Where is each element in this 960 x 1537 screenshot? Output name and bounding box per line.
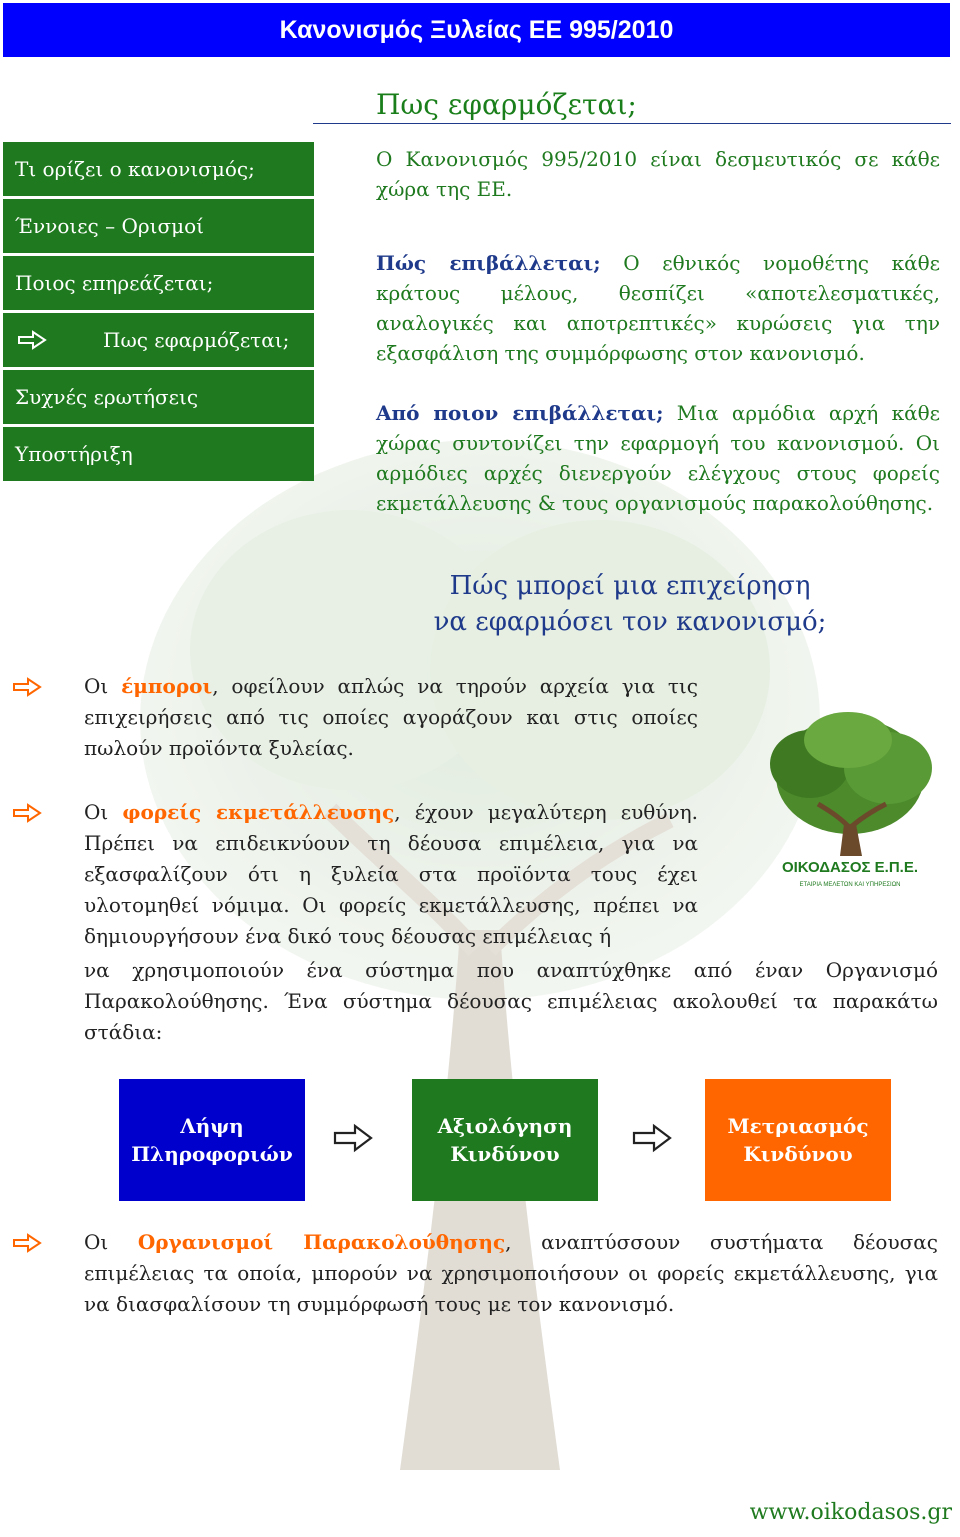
nav-item-how-applied[interactable] [3,313,314,367]
outline-arrow-right-icon [12,1233,42,1253]
step-label: Μετριασμός [727,1114,869,1138]
website-link[interactable]: www.oikodasos.gr [749,1500,952,1525]
outline-arrow-right-icon [12,677,42,697]
side-navigation [3,142,314,484]
step-label: Κινδύνου [450,1142,560,1166]
operators-bullet [84,797,698,952]
headline-line-2: να εφαρμόσει τον κανονισμό; [433,607,827,637]
page-banner [3,3,950,57]
step-label: Λήψη [180,1114,244,1138]
nav-item-support[interactable] [3,427,314,481]
nav-item-label: Υποστήριξη [15,442,133,466]
authority-paragraph [376,398,940,518]
step-box-mitigation [705,1079,891,1201]
outline-arrow-right-icon [12,803,42,823]
oikodasos-logo [748,706,952,902]
monitoring-bullet [84,1227,938,1320]
nav-item-label: Ποιος επηρεάζεται; [15,271,214,295]
monitoring-highlight: Οργανισμοί Παρακολούθησης [137,1230,506,1254]
business-headline [380,568,880,640]
intro-paragraph: Ο Κανονισμός 995/2010 είναι δεσμευτικός σε κάθε χώρα της ΕΕ. [376,147,940,201]
nav-item-label: Έννοιες – Ορισμοί [15,214,205,238]
enforcement-text: Ο εθνικός νομοθέτης κάθε κράτους μέλους, θεσπίζει «αποτελεσματικές, αναλογικές και αποτρεπτικές» κυρώσεις για την εξασφάλιση της συμμόρφωσης στον κανονισμό. [376,251,940,365]
nav-item-definition[interactable] [3,142,314,196]
nav-item-label: Τι ορίζει ο κανονισμός; [15,157,255,181]
logo-tagline: ΕΤΑΙΡΙΑ ΜΕΛΕΤΩΝ ΚΑΙ ΥΠΗΡΕΣΙΩΝ [799,882,901,888]
step-label: Αξιολόγηση [437,1114,573,1138]
bullet-text: Οι [84,800,123,824]
step-label: Κινδύνου [743,1142,853,1166]
bullet-text: , οφείλουν απλώς να τηρούν αρχεία για τις επιχειρήσεις από τις οποίες αγοράζουν και στις οποίες πωλούν προϊόντα ξυλείας. [84,674,698,760]
bullet-text: , έχουν μεγαλύτερη ευθύνη. Πρέπει να επιδεικνύουν τη δέουσα επιμέλεια, για να εξασφαλίζουν ότι η ξυλεία στα προϊόντα τους έχει υλοτομηθεί νόμιμα. Οι φορείς εκμετάλλευσης, πρέπει να δημιουργήσουν ένα δικό τους δέουσας επιμέλειας ή [84,800,698,948]
step-label: Πληροφοριών [131,1142,293,1166]
banner-title: Κανονισμός Ξυλείας ΕΕ 995/2010 [279,16,674,44]
logo-name: ΟΙΚΟΔΑΣΟΣ Ε.Π.Ε. [781,859,919,876]
outline-arrow-right-icon [17,330,47,350]
title-divider [313,123,951,124]
enforcement-paragraph [376,248,940,368]
section-title: Πως εφαρμόζεται; [376,88,637,121]
nav-item-affected[interactable] [3,256,314,310]
headline-line-1: Πώς μπορεί μια επιχείρηση [449,571,811,601]
bullet-text: , αναπτύσσουν συστήματα δέουσας επιμέλειας τα οποία, μπορούν να χρησιμοποιήσουν οι φορείς εκμετάλλευσης, για να διασφαλίσουν τη συμμόρφωσή τους με τον κανονισμό. [84,1230,938,1316]
step-box-information [119,1079,305,1201]
bullet-text: Οι [84,674,122,698]
nav-item-concepts[interactable] [3,199,314,253]
nav-item-label: Συχνές ερωτήσεις [15,385,199,409]
outline-arrow-right-icon [632,1123,672,1153]
outline-arrow-right-icon [333,1123,373,1153]
nav-item-label: Πως εφαρμόζεται; [103,328,290,352]
enforcement-lead: Πώς επιβάλλεται; [376,251,601,275]
bullet-text: Οι [84,1230,138,1254]
nav-item-faq[interactable] [3,370,314,424]
authority-lead: Από ποιον επιβάλλεται; [376,401,664,425]
step-box-assessment [412,1079,598,1201]
operators-bullet-continued: να χρησιμοποιούν ένα σύστημα που αναπτύχθηκε από έναν Οργανισμό Παρακολούθησης. Ένα σύστημα δέουσας επιμέλειας ακολουθεί τα παρακάτω στάδια: [84,958,938,1044]
operators-highlight: φορείς εκμετάλλευσης [122,800,395,824]
authority-text: Μια αρμόδια αρχή κάθε χώρας συντονίζει την εφαρμογή του κανονισμού. Οι αρμόδιες αρχές διενεργούν ελέγχους στους φορείς εκμετάλλευσης & τους οργανισμούς παρακολούθησης. [376,401,940,515]
traders-bullet [84,671,698,764]
traders-highlight: έμποροι [121,674,213,698]
